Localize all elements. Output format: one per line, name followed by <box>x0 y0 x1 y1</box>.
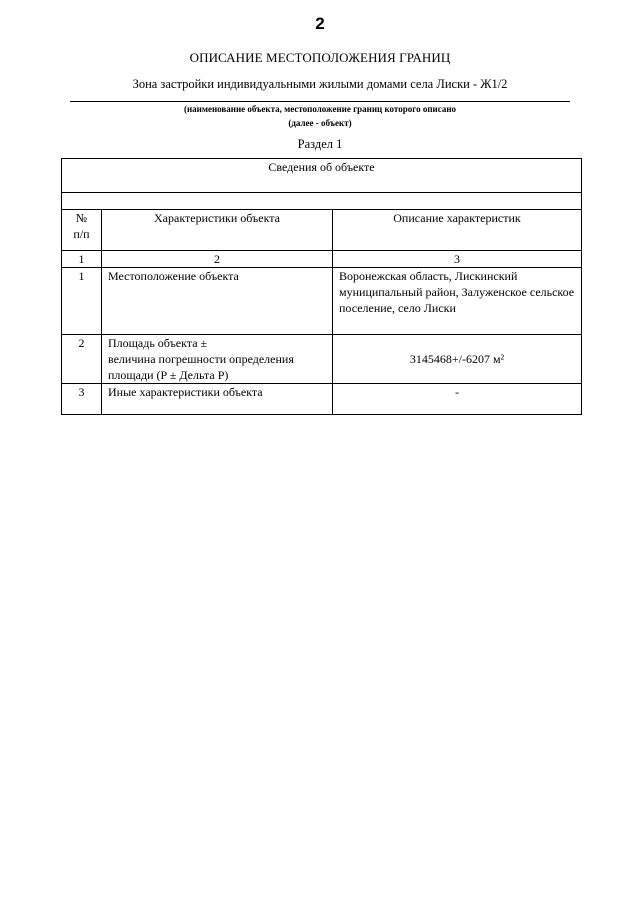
column-header-number-line-2: п/п <box>73 227 90 241</box>
row-number: 2 <box>62 335 102 384</box>
column-number-1: 1 <box>62 251 102 268</box>
table-blank-cell <box>62 193 582 210</box>
column-header-number-line-1: № <box>75 211 88 225</box>
row-value: Воронежская область, Лискинский муниципальный район, Залуженское сельское поселение, село Лиски <box>333 268 582 335</box>
section-label: Раздел 1 <box>297 137 343 151</box>
page-number: 2 <box>315 14 325 33</box>
row-characteristic: Местоположение объекта <box>102 268 333 335</box>
table-header: Сведения об объекте <box>62 159 582 193</box>
row-characteristic <box>102 335 333 384</box>
row-characteristic: Иные характеристики объекта <box>102 384 333 415</box>
row-number: 3 <box>62 384 102 415</box>
column-number-3: 3 <box>333 251 582 268</box>
object-info-table <box>61 158 582 415</box>
table-row <box>62 268 582 335</box>
table-column-header-row <box>62 210 582 251</box>
column-header-description: Описание характеристик <box>333 210 582 251</box>
row-characteristic-line-1: Площадь объекта ± <box>108 336 208 350</box>
column-number-2: 2 <box>102 251 333 268</box>
object-caption-line-2: (далее - объект) <box>288 118 352 128</box>
table-header-row <box>62 159 582 193</box>
table-row <box>62 335 582 384</box>
row-characteristic-line-2: величина погрешности определения <box>108 352 294 366</box>
object-caption-line-1: (наименование объекта, местоположение границ которого описано <box>183 104 457 114</box>
document-title: ОПИСАНИЕ МЕСТОПОЛОЖЕНИЯ ГРАНИЦ <box>189 50 451 65</box>
object-name: Зона застройки индивидуальными жилыми домами села Лиски - Ж1/2 <box>132 77 508 91</box>
table-column-number-row <box>62 251 582 268</box>
column-header-characteristics: Характеристики объекта <box>102 210 333 251</box>
row-characteristic-line-3: площади (P ± Дельта P) <box>108 368 229 382</box>
row-value: 3145468+/-6207 м² <box>333 335 582 384</box>
table-row <box>62 384 582 415</box>
object-name-underline <box>70 101 570 102</box>
row-number: 1 <box>62 268 102 335</box>
row-value: - <box>333 384 582 415</box>
table-blank-row <box>62 193 582 210</box>
column-header-number <box>62 210 102 251</box>
